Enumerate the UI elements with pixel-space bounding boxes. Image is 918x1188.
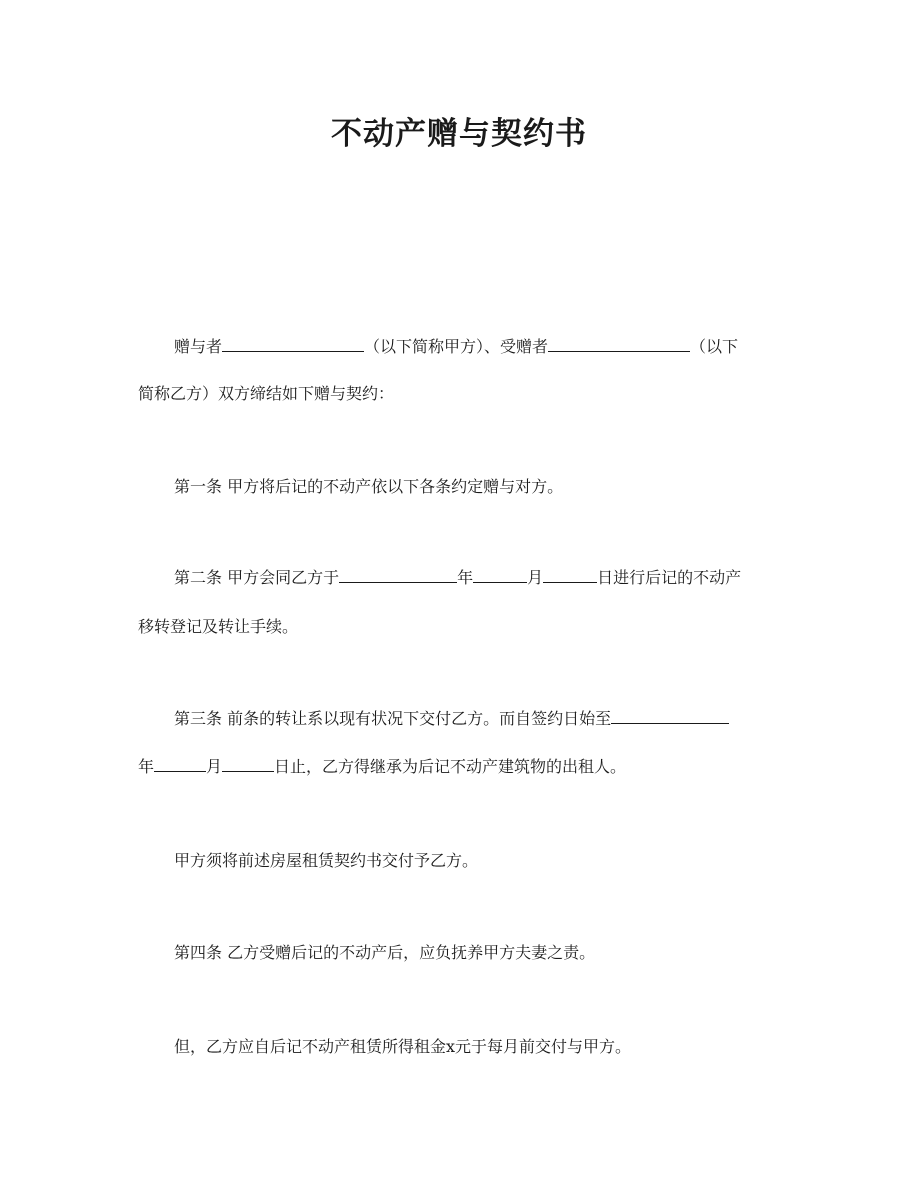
lease-year-blank[interactable] — [611, 709, 729, 724]
article-2-day-text: 日进行后记的不动产 — [597, 568, 742, 587]
lease-month-blank[interactable] — [154, 757, 206, 772]
intro-text-end: （以下 — [690, 337, 739, 356]
article-4-note: 但，乙方应自后记不动产租赁所得租金x元于每月前交付与甲方。 — [174, 1037, 632, 1056]
article-3-text: 第三条 前条的转让系以现有状况下交付乙方。而自签约日始至 — [174, 709, 612, 728]
lease-day-blank[interactable] — [222, 757, 274, 772]
article-1: 第一条 甲方将后记的不动产依以下各条约定赠与对方。 — [174, 477, 564, 496]
article-2-prefix: 第二条 甲方会同乙方于 — [174, 568, 340, 587]
transfer-month-blank[interactable] — [473, 568, 527, 583]
month-label: 月 — [206, 757, 223, 776]
article-4: 第四条 乙方受赠后记的不动产后，应负抚养甲方夫妻之责。 — [174, 943, 596, 962]
article-3-rest: 日止，乙方得继承为后记不动产建筑物的出租人。 — [274, 757, 627, 776]
document-title: 不动产赠与契约书 — [331, 116, 587, 152]
donor-name-blank[interactable] — [222, 337, 364, 352]
year-label: 年 — [457, 568, 474, 587]
transfer-day-blank[interactable] — [543, 568, 597, 583]
article-2-line-1 — [138, 567, 820, 589]
intro-line-1 — [138, 336, 820, 358]
article-2-line-2: 移转登记及转让手续。 — [138, 617, 299, 636]
intro-line-2: 简称乙方）双方缔结如下赠与契约： — [138, 384, 395, 403]
article-3-line-1 — [138, 708, 820, 730]
month-label: 月 — [527, 568, 544, 587]
intro-text-middle: （以下简称甲方）、受赠者 — [364, 337, 549, 356]
donor-label: 赠与者 — [174, 337, 223, 356]
article-3-line-2 — [138, 756, 784, 778]
recipient-name-blank[interactable] — [548, 337, 690, 352]
article-3-note: 甲方须将前述房屋租赁契约书交付予乙方。 — [174, 851, 479, 870]
transfer-year-blank[interactable] — [339, 568, 457, 583]
year-label: 年 — [138, 757, 155, 776]
